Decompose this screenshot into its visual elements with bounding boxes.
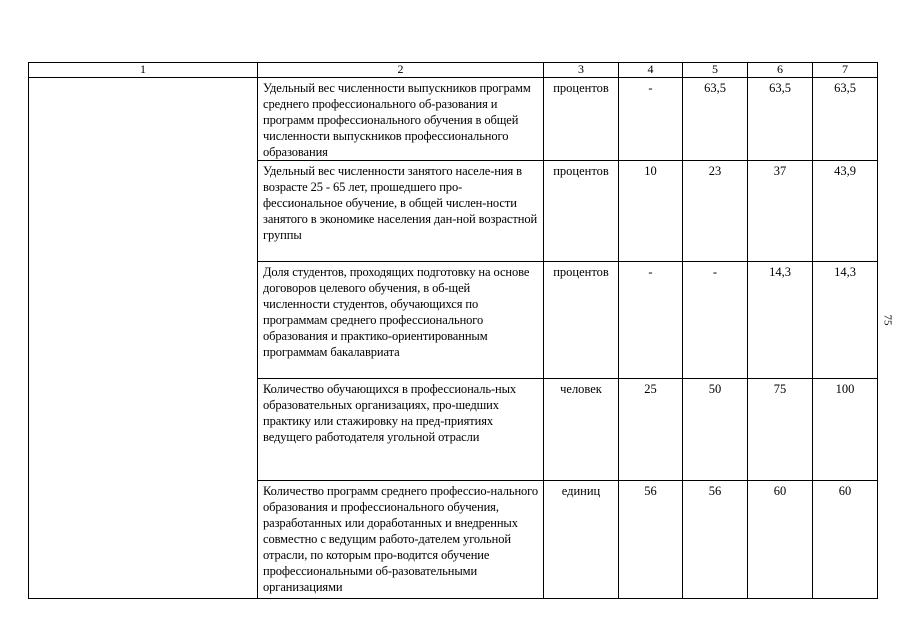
column-header-5: 5 (683, 63, 748, 78)
value-col-7: 60 (813, 481, 878, 599)
indicator-description: Количество обучающихся в профессиональ-ных образовательных организациях, про-шедших практику или стажировку на пред-приятиях ведущего работодателя угольной отрасли (258, 379, 544, 481)
value-col-5: 63,5 (683, 78, 748, 161)
table-row (29, 78, 878, 161)
page-number: 75 (881, 314, 894, 326)
column-header-6: 6 (748, 63, 813, 78)
column-header-3: 3 (544, 63, 619, 78)
column-header-2: 2 (258, 63, 544, 78)
indicator-unit: человек (544, 379, 619, 481)
value-col-6: 14,3 (748, 262, 813, 379)
value-col-4: - (619, 262, 683, 379)
indicator-description: Удельный вес численности выпускников программ среднего профессионального об-разования и программ профессионального обучения в общей численности выпускников профессионального образования (258, 78, 544, 161)
value-col-6: 60 (748, 481, 813, 599)
merged-blank-cell (29, 78, 258, 599)
column-header-1: 1 (29, 63, 258, 78)
value-col-4: - (619, 78, 683, 161)
value-col-5: 50 (683, 379, 748, 481)
value-col-6: 37 (748, 161, 813, 262)
value-col-6: 75 (748, 379, 813, 481)
value-col-5: 56 (683, 481, 748, 599)
indicator-unit: процентов (544, 161, 619, 262)
value-col-4: 56 (619, 481, 683, 599)
indicator-description: Доля студентов, проходящих подготовку на основе договоров целевого обучения, в об-щей численности студентов, обучающихся по программам среднего профессионального образования и практико-ориентированным программам бакалавриата (258, 262, 544, 379)
value-col-4: 10 (619, 161, 683, 262)
header-row (29, 63, 878, 78)
value-col-7: 63,5 (813, 78, 878, 161)
indicator-description: Удельный вес численности занятого населе-ния в возрасте 25 - 65 лет, прошедшего про-фессиональное обучение, в общей числен-ности занятого в экономике населения дан-ной возрастной группы (258, 161, 544, 262)
value-col-4: 25 (619, 379, 683, 481)
indicator-unit: единиц (544, 481, 619, 599)
indicator-unit: процентов (544, 78, 619, 161)
column-header-7: 7 (813, 63, 878, 78)
value-col-7: 100 (813, 379, 878, 481)
value-col-6: 63,5 (748, 78, 813, 161)
column-header-4: 4 (619, 63, 683, 78)
indicator-unit: процентов (544, 262, 619, 379)
value-col-7: 14,3 (813, 262, 878, 379)
value-col-7: 43,9 (813, 161, 878, 262)
indicator-description: Количество программ среднего профессио-нального образования и профессионального обучения, разработанных или доработанных и внедренных совместно с ведущим работо-дателем угольной отрасли, по которым про-водится обучение профессиональными об-разовательными организациями (258, 481, 544, 599)
indicators-table (28, 62, 878, 599)
value-col-5: 23 (683, 161, 748, 262)
value-col-5: - (683, 262, 748, 379)
